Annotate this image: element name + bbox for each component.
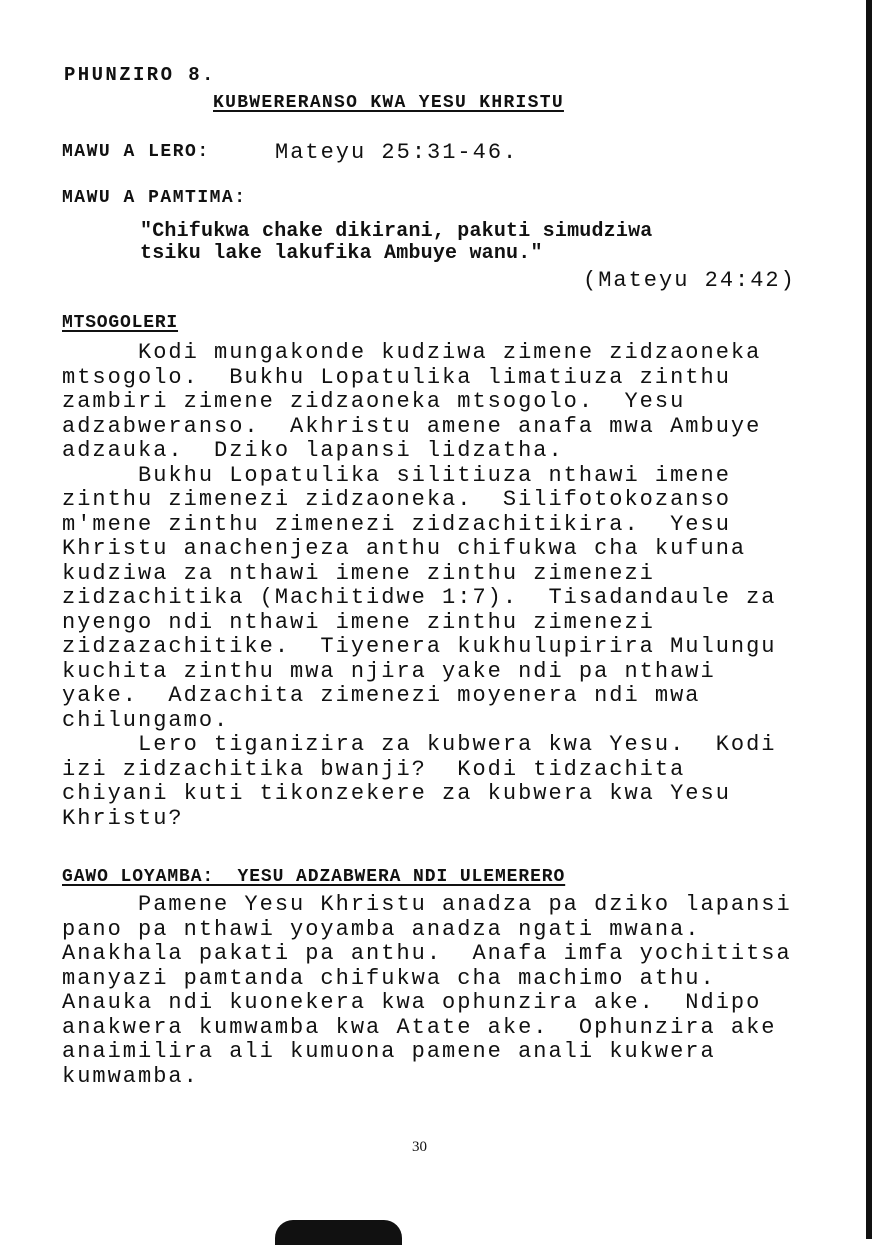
text-line: Lero tiganizira za kubwera kwa Yesu. Kodi <box>62 732 777 757</box>
text-line: m'mene zinthu zimenezi zidzachitikira. Yesu <box>62 511 731 537</box>
text-line: kuchita zinthu mwa njira yake ndi pa nthawi <box>62 658 716 684</box>
text-line: adzauka. Dziko lapansi lidzatha. <box>62 438 564 463</box>
text-line: mtsogolo. Bukhu Lopatulika limatiuza zinthu <box>62 364 731 390</box>
text-line: zidzazachitike. Tiyenera kukhulupirira Mulungu <box>62 634 777 659</box>
lesson-label: PHUNZIRO 8. <box>64 64 216 86</box>
memory-verse-line: tsiku lake lakufika Ambuye wanu." <box>140 242 543 265</box>
part-one-body <box>62 893 792 1089</box>
text-line: chiyani kuti tikonzekere za kubwera kwa Yesu <box>62 781 731 806</box>
text-line: Pamene Yesu Khristu anadza pa dziko lapansi <box>62 892 792 917</box>
reading-label: MAWU A LERO: <box>62 142 210 162</box>
reading-value: Mateyu 25:31-46. <box>275 140 519 165</box>
text-line: Anauka ndi kuonekera kwa ophunzira ake. Ndipo <box>62 990 762 1015</box>
text-line: pano pa nthawi yoyamba anadza ngati mwana. <box>62 916 701 942</box>
text-line: Bukhu Lopatulika silitiuza nthawi imene <box>62 462 731 488</box>
text-line: adzabweranso. Akhristu amene anafa mwa Ambuye <box>62 413 762 439</box>
intro-body <box>62 341 777 831</box>
text-line: anaimilira ali kumuona pamene anali kukwera <box>62 1039 716 1064</box>
text-line: manyazi pamtanda chifukwa cha machimo athu. <box>62 965 716 991</box>
scan-edge <box>866 0 872 1239</box>
text-line: Khristu? <box>62 805 184 831</box>
text-line: zidzachitika (Machitidwe 1:7). Tisadandaule za <box>62 585 777 610</box>
text-line: Anakhala pakati pa anthu. Anafa imfa yochititsa <box>62 941 792 966</box>
text-line: kudziwa za nthawi imene zinthu zimenezi <box>62 560 655 586</box>
text-line: zambiri zimene zidzaoneka mtsogolo. Yesu <box>62 389 686 414</box>
text-line: zinthu zimenezi zidzaoneka. Silifotokozanso <box>62 487 731 512</box>
text-line: chilungamo. <box>62 707 230 733</box>
part-one-heading: GAWO LOYAMBA: YESU ADZABWERA NDI ULEMERERO <box>62 867 566 887</box>
text-line: anakwera kumwamba kwa Atate ake. Ophunzira ake <box>62 1014 777 1040</box>
text-line: Khristu anachenjeza anthu chifukwa cha kufuna <box>62 536 747 561</box>
memory-verse-reference: (Mateyu 24:42) <box>583 268 796 293</box>
text-line: Kodi mungakonde kudziwa zimene zidzaoneka <box>62 340 762 365</box>
page-title: KUBWERERANSO KWA YESU KHRISTU <box>213 93 564 113</box>
intro-heading: MTSOGOLERI <box>62 313 179 333</box>
page-number: 30 <box>412 1139 427 1155</box>
memory-verse-line: "Chifukwa chake dikirani, pakuti simudziwa <box>140 220 653 243</box>
text-line: izi zidzachitika bwanji? Kodi tidzachita <box>62 756 686 782</box>
memory-verse-label: MAWU A PAMTIMA: <box>62 188 247 208</box>
text-line: kumwamba. <box>62 1063 199 1089</box>
text-line: yake. Adzachita zimenezi moyenera ndi mwa <box>62 683 701 708</box>
scan-artifact <box>275 1220 402 1245</box>
text-line: nyengo ndi nthawi imene zinthu zimenezi <box>62 609 655 635</box>
